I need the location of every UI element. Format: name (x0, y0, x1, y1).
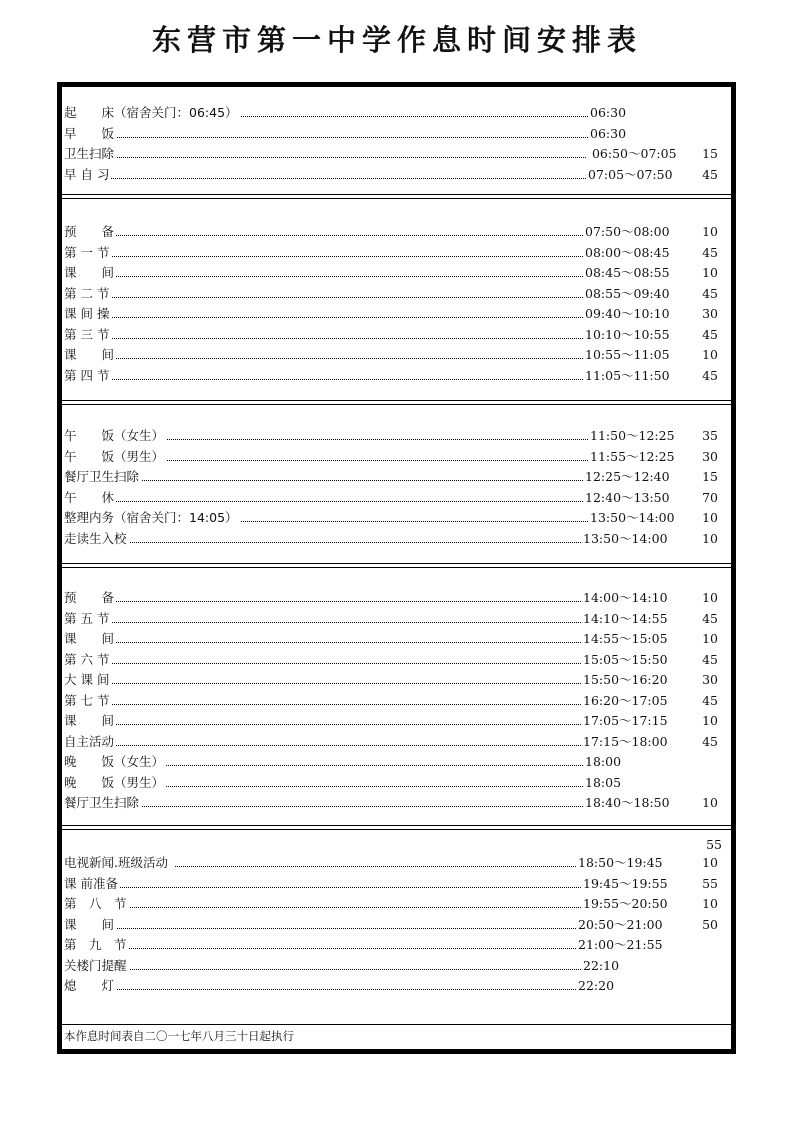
schedule-row (64, 144, 724, 164)
activity-label: 课 间 (64, 263, 116, 283)
dot-leader (104, 601, 581, 602)
activity-time: 11:50～12:25 (588, 426, 675, 446)
activity-time: 15:05～15:50 (581, 650, 668, 670)
activity-label: 自主活动 (64, 732, 116, 752)
activity-label: 午 休 (64, 488, 116, 508)
activity-time: 13:50～14:00 (581, 529, 668, 549)
activity-time: 09:40～10:10 (583, 304, 670, 324)
activity-duration: 45 (702, 692, 718, 708)
dot-leader (104, 379, 583, 380)
dot-leader (104, 137, 588, 138)
footer-note: 本作息时间表自二〇一七年八月三十日起执行 (64, 1029, 294, 1043)
activity-label: 餐厅卫生扫除 (64, 793, 141, 813)
schedule-row (64, 935, 724, 955)
schedule-row (64, 366, 724, 386)
activity-duration: 45 (702, 244, 718, 260)
schedule-row (64, 467, 724, 487)
dot-leader (104, 663, 581, 664)
dot-leader (104, 969, 581, 970)
dot-leader (104, 178, 586, 179)
dot-leader (104, 542, 581, 543)
activity-label: 第 五 节 (64, 609, 111, 629)
activity-duration: 10 (702, 530, 718, 546)
activity-duration: 10 (702, 590, 718, 605)
activity-time: 13:50～14:00 (588, 508, 675, 528)
dot-leader (104, 948, 576, 949)
dot-leader (104, 724, 581, 725)
schedule-row (64, 488, 724, 508)
activity-label: 大 课 间 (64, 670, 111, 690)
dot-leader (104, 157, 586, 158)
activity-label: 预 备 (64, 222, 116, 242)
activity-label: 第 一 节 (64, 243, 111, 263)
schedule-row (64, 222, 724, 242)
dot-leader (104, 501, 583, 502)
activity-time: 12:40～13:50 (583, 488, 670, 508)
activity-time: 17:05～17:15 (581, 711, 668, 731)
dot-leader (104, 806, 583, 807)
dot-leader (104, 928, 576, 929)
dot-leader (104, 439, 588, 440)
schedule-row (64, 345, 724, 365)
schedule-row (64, 529, 724, 549)
schedule-row (64, 588, 724, 608)
dot-leader (104, 276, 583, 277)
schedule-row (64, 976, 724, 996)
activity-time: 21:00～21:55 (576, 935, 663, 955)
activity-duration: 10 (702, 510, 718, 525)
schedule-row (64, 609, 724, 629)
activity-duration: 45 (702, 651, 718, 667)
activity-duration: 45 (702, 367, 718, 383)
schedule-row (64, 650, 724, 670)
schedule-row (64, 752, 724, 772)
activity-label: 卫生扫除 (64, 144, 116, 164)
activity-label: 第 四 节 (64, 366, 111, 386)
schedule-row (64, 894, 724, 914)
activity-label: 餐厅卫生扫除 (64, 467, 141, 487)
footer-divider (62, 1024, 731, 1025)
activity-duration: 30 (702, 306, 718, 321)
activity-time: 14:00～14:10 (581, 588, 668, 608)
activity-label: 第 七 节 (64, 691, 111, 711)
activity-label: 第 八 节 (64, 894, 129, 914)
activity-label: 课 间 (64, 915, 116, 935)
dot-leader (104, 887, 581, 888)
schedule-row (64, 284, 724, 304)
section-divider (62, 194, 731, 199)
schedule-row (64, 629, 724, 649)
activity-duration: 45 (702, 166, 718, 182)
activity-time: 08:55～09:40 (583, 284, 670, 304)
extra-duration: 55 (706, 837, 722, 852)
schedule-row (64, 124, 724, 144)
activity-duration: 10 (702, 713, 718, 728)
activity-time: 11:05～11:50 (583, 366, 670, 386)
activity-label: 早 饭 (64, 124, 116, 144)
schedule-row (64, 956, 724, 976)
activity-label: 电视新闻.班级活动 (64, 853, 174, 873)
schedule-row (64, 732, 724, 752)
dot-leader (104, 338, 583, 339)
dot-leader (104, 866, 576, 867)
dot-leader (104, 786, 583, 787)
section-divider (62, 825, 731, 830)
activity-label: 第 二 节 (64, 284, 111, 304)
activity-time: 08:00～08:45 (583, 243, 670, 263)
activity-time: 22:20 (576, 976, 614, 996)
activity-time: 18:05 (583, 773, 621, 793)
dot-leader (104, 765, 583, 766)
schedule-row (64, 243, 724, 263)
activity-label: 预 备 (64, 588, 116, 608)
activity-label: 课 前准备 (64, 874, 120, 894)
activity-duration: 10 (702, 224, 718, 239)
activity-duration: 15 (702, 146, 718, 161)
activity-time: 17:15～18:00 (581, 732, 668, 752)
activity-label: 课 间 (64, 711, 116, 731)
activity-time: 06:50～07:05 (586, 144, 677, 164)
schedule-row (64, 915, 724, 935)
activity-label: 熄 灯 (64, 976, 116, 996)
activity-duration: 10 (702, 795, 718, 810)
schedule-row (64, 691, 724, 711)
schedule-row (64, 447, 724, 467)
activity-time: 18:50～19:45 (576, 853, 663, 873)
activity-time: 20:50～21:00 (576, 915, 663, 935)
activity-duration: 10 (702, 896, 718, 911)
activity-duration: 10 (702, 265, 718, 280)
activity-time: 18:00 (583, 752, 621, 772)
schedule-row (64, 874, 724, 894)
activity-label: 午 饭（男生） (64, 447, 166, 467)
schedule-row (64, 165, 724, 185)
dot-leader (104, 460, 588, 461)
activity-time: 22:10 (581, 956, 619, 976)
section-divider (62, 400, 731, 405)
dot-leader (104, 642, 581, 643)
dot-leader (104, 745, 581, 746)
schedule-row (64, 711, 724, 731)
activity-label: 晚 饭（女生） (64, 752, 166, 772)
activity-time: 15:50～16:20 (581, 670, 668, 690)
activity-duration: 10 (702, 347, 718, 362)
activity-duration: 15 (702, 469, 718, 484)
activity-time: 06:30 (588, 124, 626, 144)
activity-time: 14:55～15:05 (581, 629, 668, 649)
activity-label: 第 三 节 (64, 325, 111, 345)
schedule-row (64, 103, 724, 123)
activity-label: 午 饭（女生） (64, 426, 166, 446)
activity-duration: 45 (702, 326, 718, 342)
dot-leader (104, 907, 581, 908)
activity-label: 整理内务（宿舍关门：14:05） (64, 508, 240, 528)
activity-label: 第 九 节 (64, 935, 129, 955)
activity-label: 起 床（宿舍关门：06:45） (64, 103, 240, 123)
activity-time: 11:55～12:25 (588, 447, 675, 467)
schedule-row (64, 793, 724, 813)
activity-label: 晚 饭（男生） (64, 773, 166, 793)
activity-label: 走读生入校 (64, 529, 129, 549)
activity-label: 第 六 节 (64, 650, 111, 670)
dot-leader (104, 704, 581, 705)
schedule-row (64, 426, 724, 446)
activity-label: 课 间 (64, 629, 116, 649)
dot-leader (104, 358, 583, 359)
dot-leader (104, 317, 583, 318)
activity-duration: 45 (702, 610, 718, 626)
dot-leader (104, 235, 583, 236)
activity-time: 19:45～19:55 (581, 874, 668, 894)
activity-duration: 45 (702, 285, 718, 301)
activity-duration: 30 (702, 672, 718, 687)
schedule-row (64, 853, 724, 873)
activity-duration: 30 (702, 448, 718, 464)
activity-label: 关楼门提醒 (64, 956, 129, 976)
dot-leader (104, 480, 583, 481)
dot-leader (104, 683, 581, 684)
dot-leader (104, 256, 583, 257)
activity-time: 18:40～18:50 (583, 793, 670, 813)
activity-time: 19:55～20:50 (581, 894, 668, 914)
section-divider (62, 563, 731, 568)
activity-duration: 10 (702, 631, 718, 646)
activity-duration: 35 (702, 428, 718, 443)
dot-leader (104, 989, 576, 990)
schedule-row (64, 773, 724, 793)
activity-time: 08:45～08:55 (583, 263, 670, 283)
activity-time: 12:25～12:40 (583, 467, 670, 487)
activity-time: 10:10～10:55 (583, 325, 670, 345)
schedule-row (64, 670, 724, 690)
dot-leader (104, 297, 583, 298)
page-title: 东营市第一中学作息时间安排表 (151, 23, 642, 57)
activity-duration: 10 (702, 855, 718, 870)
activity-duration: 55 (702, 875, 718, 891)
dot-leader (104, 622, 581, 623)
activity-time: 10:55～11:05 (583, 345, 670, 365)
schedule-row (64, 508, 724, 528)
activity-duration: 70 (702, 489, 718, 505)
activity-duration: 50 (702, 916, 718, 932)
activity-time: 07:05～07:50 (586, 165, 673, 185)
activity-time: 06:30 (588, 103, 626, 123)
activity-label: 早 自 习 (64, 165, 111, 185)
activity-time: 14:10～14:55 (581, 609, 668, 629)
activity-time: 16:20～17:05 (581, 691, 668, 711)
schedule-row (64, 325, 724, 345)
activity-label: 课 间 操 (64, 304, 111, 324)
schedule-row (64, 304, 724, 324)
activity-time: 07:50～08:00 (583, 222, 670, 242)
activity-label: 课 间 (64, 345, 116, 365)
schedule-row (64, 263, 724, 283)
activity-duration: 45 (702, 733, 718, 749)
